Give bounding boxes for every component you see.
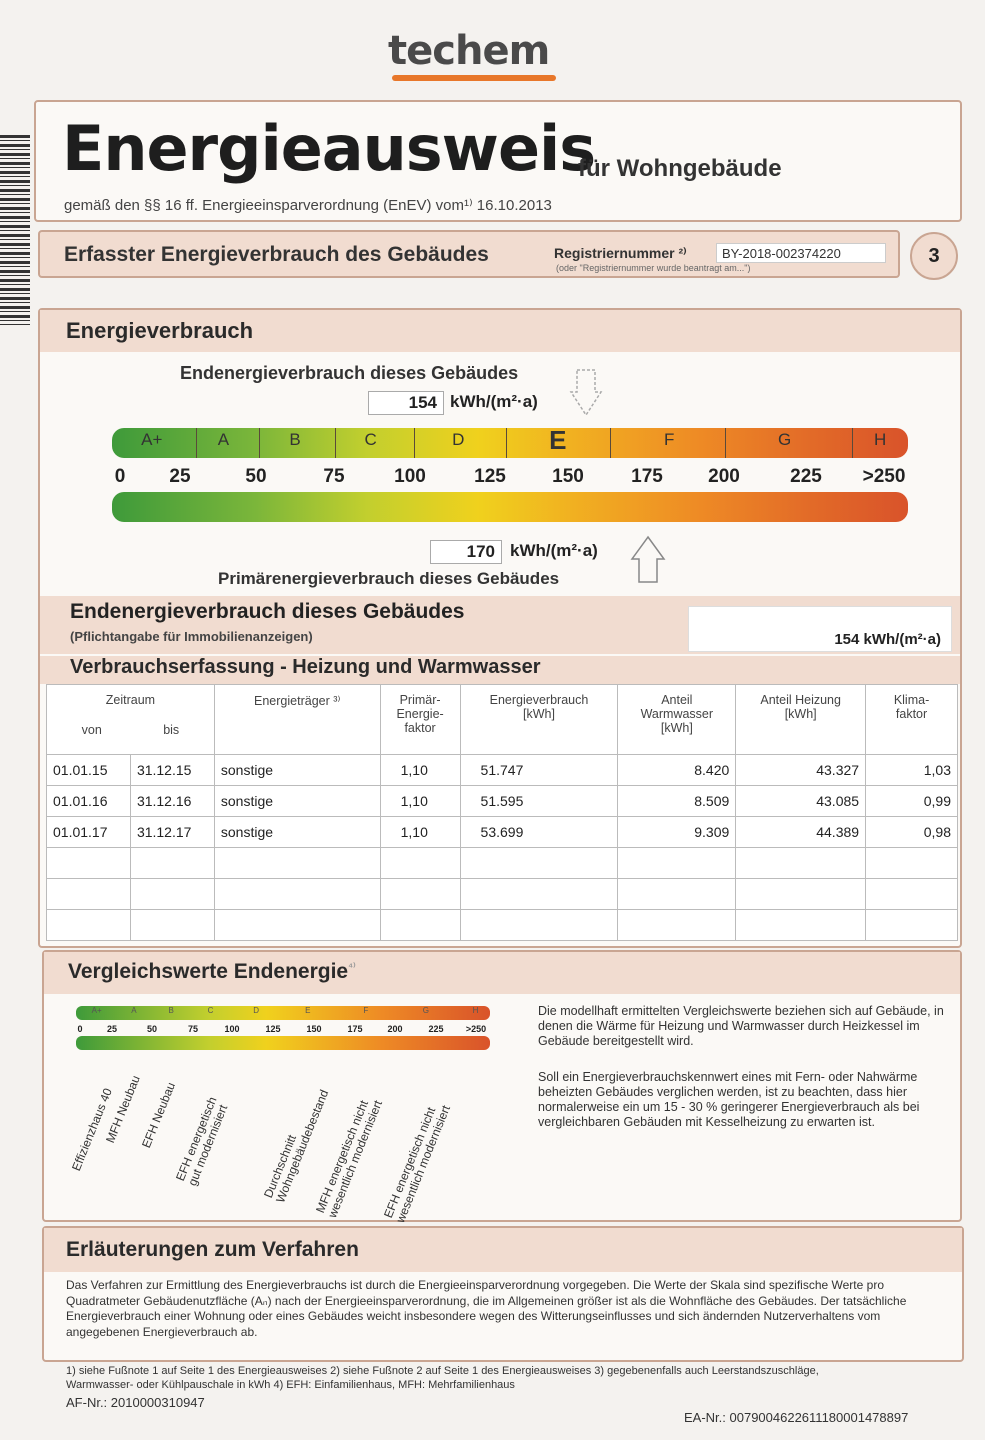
- table-cell: 43.327: [736, 755, 866, 786]
- mini-class-2: B: [168, 1006, 174, 1015]
- table-cell: [866, 848, 958, 879]
- col-factor: Primär- Energie- faktor: [380, 685, 460, 755]
- energy-scale-bottom: [112, 492, 908, 522]
- table-row: [47, 817, 958, 848]
- scale-tick-0: 0: [114, 466, 126, 487]
- col-period: [47, 685, 215, 755]
- document-title: Energieausweis: [62, 112, 596, 185]
- mini-class-0: A+: [91, 1006, 102, 1015]
- compare-label-6: EFH energetisch nicht wesentlich modernisiert: [381, 1103, 454, 1225]
- table-cell: 0,99: [866, 786, 958, 817]
- col-consumption: Energieverbrauch [kWh]: [460, 685, 618, 755]
- table-cell: 31.12.16: [130, 786, 214, 817]
- table-cell: 8.509: [618, 786, 736, 817]
- mini-tick-6: 150: [306, 1024, 322, 1034]
- table-cell: [866, 910, 958, 941]
- compare-heading: [44, 952, 960, 994]
- mini-tick-10: >250: [465, 1024, 487, 1034]
- mini-class-8: H: [472, 1006, 479, 1015]
- compare-label-3: EFH energetisch gut modernisiert: [173, 1094, 231, 1188]
- table-cell: [130, 910, 214, 941]
- table-cell: [214, 848, 380, 879]
- table-cell: [736, 848, 866, 879]
- col-climate: Klima- faktor: [866, 685, 958, 755]
- energy-class-1: A: [217, 430, 230, 449]
- register-label: Registriernummer ²⁾: [554, 245, 687, 261]
- compare-text-1: Die modellhaft ermittelten Vergleichswerte beziehen sich auf Gebäude, in denen die Wärme für Heizung und Warmwasser durch Heizkessel im Gebäude bereitgestellt wird.: [538, 1004, 944, 1048]
- scale-tick-3: 75: [323, 466, 345, 487]
- to-header: bis: [163, 723, 180, 737]
- table-cell: [736, 879, 866, 910]
- energy-class-5: E: [549, 425, 567, 455]
- table-cell: [618, 879, 736, 910]
- energy-heading: Energieverbrauch: [40, 310, 960, 352]
- table-row: [47, 786, 958, 817]
- scale-tick-4: 100: [394, 466, 426, 487]
- table-cell: [130, 879, 214, 910]
- col-warmwater: Anteil Warmwasser [kWh]: [618, 685, 736, 755]
- table-row: [47, 879, 958, 910]
- scale-divider: [259, 428, 260, 458]
- scale-tick-8: 200: [708, 466, 740, 487]
- table-cell: 51.595: [460, 786, 618, 817]
- scale-tick-2: 50: [245, 466, 267, 487]
- table-row: [47, 755, 958, 786]
- table-cell: sonstige: [214, 786, 380, 817]
- consumption-table: [46, 684, 958, 941]
- mini-tick-7: 175: [347, 1024, 363, 1034]
- mini-scale-bottom: [76, 1036, 490, 1050]
- mini-tick-3: 75: [187, 1024, 199, 1034]
- scale-tick-7: 175: [631, 466, 663, 487]
- energy-class-3: C: [364, 430, 377, 449]
- table-row: [47, 910, 958, 941]
- table-cell: [130, 848, 214, 879]
- scale-tick-10: >250: [862, 466, 906, 487]
- from-header: von: [81, 723, 102, 737]
- ea-number: EA-Nr.: 0079004622611180001478897: [684, 1410, 909, 1425]
- table-cell: 9.309: [618, 817, 736, 848]
- table-cell: 01.01.16: [47, 786, 131, 817]
- energy-class-0: A+: [141, 430, 163, 449]
- compare-text-2: Soll ein Energieverbrauchskennwert eines mit Fern- oder Nahwärme beheizten Gebäudes verglichen werden, ist zu beachten, dass hier normalerweise ein um 15 - 30 % geringerer Energieverbrauch als bei vergleichbaren Gebäuden mit Kesselheizung zu erwarten ist.: [538, 1070, 920, 1129]
- table-cell: 1,10: [380, 786, 460, 817]
- table-cell: [618, 848, 736, 879]
- table-row: [47, 848, 958, 879]
- table-cell: [736, 910, 866, 941]
- table-cell: [214, 910, 380, 941]
- compare-label-5: MFH energetisch nicht wesentlich modernisiert: [313, 1098, 386, 1220]
- table-cell: [460, 910, 618, 941]
- table-cell: [47, 848, 131, 879]
- scale-divider: [335, 428, 336, 458]
- scale-tick-5: 125: [474, 466, 506, 487]
- table-cell: [47, 910, 131, 941]
- table-cell: 51.747: [460, 755, 618, 786]
- table-cell: 8.420: [618, 755, 736, 786]
- table-cell: [380, 848, 460, 879]
- primary-energy-value: 170: [430, 540, 502, 564]
- table-cell: [214, 879, 380, 910]
- scale-tick-1: 25: [169, 466, 191, 487]
- primary-energy-label: Primärenergieverbrauch dieses Gebäudes: [218, 569, 560, 588]
- table-cell: sonstige: [214, 817, 380, 848]
- table-cell: [460, 848, 618, 879]
- mini-class-7: G: [422, 1006, 429, 1015]
- energy-class-6: F: [663, 430, 675, 449]
- table-cell: 1,10: [380, 817, 460, 848]
- energy-class-7: G: [777, 430, 792, 449]
- register-note: (oder "Registriernummer wurde beantragt am..."): [556, 263, 751, 273]
- table-cell: [380, 879, 460, 910]
- compare-label-2: EFH Neubau: [139, 1080, 179, 1150]
- table-cell: [47, 879, 131, 910]
- table-cell: 0,98: [866, 817, 958, 848]
- period-header: Zeitraum: [105, 693, 156, 707]
- mini-class-5: E: [305, 1006, 311, 1015]
- primary-energy-arrow-icon: [630, 535, 666, 585]
- law-reference: gemäß den §§ 16 ff. Energieeinsparverordnung (EnEV) vom¹⁾ 16.10.2013: [64, 197, 552, 214]
- side-barcode: [0, 135, 30, 325]
- compare-heading-text: Vergleichswerte Endenergie: [68, 960, 349, 983]
- scale-divider: [725, 428, 726, 458]
- end-energy-unit: kWh/(m²·a): [450, 392, 538, 411]
- mini-class-4: D: [253, 1006, 259, 1015]
- register-heading: Erfasster Energieverbrauch des Gebäudes: [64, 243, 489, 266]
- page-number: 3: [910, 232, 958, 280]
- table-cell: 1,10: [380, 755, 460, 786]
- table-cell: 53.699: [460, 817, 618, 848]
- document-subtitle: für Wohngebäude: [578, 155, 782, 182]
- explain-text: Das Verfahren zur Ermittlung des Energieverbrauchs ist durch die Energieeinsparverordnung vorgegeben. Die Werte der Skala sind spezifische Werte pro Quadratmeter Gebäudenutzfläche (Aₙ) nach der Energieeinsparverordnung, die im Allgemeinen größer ist als die Wohnfläche des Gebäudes. Der tatsächliche Energieverbrauch einer Wohnung oder eines Gebäudes weicht insbesondere wegen des Witterungseinflusses und sich ändernden Nutzerverhaltens vom angegebenen Energieverbrauch ab.: [66, 1278, 907, 1339]
- compare-label-1: MFH Neubau: [103, 1073, 143, 1145]
- compare-label-4: Durchschnitt Wohngebäudebestand: [261, 1087, 332, 1205]
- table-cell: [618, 910, 736, 941]
- table-cell: [460, 879, 618, 910]
- explain-heading: Erläuterungen zum Verfahren: [44, 1228, 962, 1272]
- scale-divider: [506, 428, 507, 458]
- mini-tick-0: 0: [77, 1024, 83, 1034]
- scale-tick-6: 150: [552, 466, 584, 487]
- table-cell: [380, 910, 460, 941]
- footnotes: 1) siehe Fußnote 1 auf Seite 1 des Energieausweises 2) siehe Fußnote 2 auf Seite 1 des Energieausweises 3) gegebenenfalls auch Leerstandszuschläge, Warmwasser- oder Kühlpauschale in kWh 4) EFH: Einfamilienhaus, MFH: Mehrfamilienhaus: [66, 1365, 819, 1391]
- mini-class-6: F: [363, 1006, 369, 1015]
- scale-divider: [196, 428, 197, 458]
- techem-logo: techem: [388, 28, 550, 74]
- scale-divider: [610, 428, 611, 458]
- col-carrier: Energieträger ³⁾: [214, 685, 380, 755]
- scale-divider: [852, 428, 853, 458]
- table-cell: 44.389: [736, 817, 866, 848]
- mini-tick-2: 50: [146, 1024, 158, 1034]
- summary-value: 154 kWh/(m²·a): [688, 606, 952, 652]
- mini-tick-4: 100: [224, 1024, 240, 1034]
- end-energy-value: 154: [368, 391, 444, 415]
- energy-class-4: D: [452, 430, 465, 449]
- scale-divider: [414, 428, 415, 458]
- mini-tick-9: 225: [428, 1024, 444, 1034]
- mini-class-3: C: [207, 1006, 214, 1015]
- mini-class-1: A: [131, 1006, 137, 1015]
- end-energy-label: Endenergieverbrauch dieses Gebäudes: [180, 363, 519, 383]
- mini-tick-1: 25: [106, 1024, 118, 1034]
- table-cell: [866, 879, 958, 910]
- logo-underline: [392, 75, 556, 81]
- mini-tick-8: 200: [387, 1024, 403, 1034]
- table-cell: 01.01.15: [47, 755, 131, 786]
- col-heating: Anteil Heizung [kWh]: [736, 685, 866, 755]
- compare-heading-sup: ⁴⁾: [348, 962, 356, 973]
- end-energy-arrow-icon: [569, 368, 603, 418]
- register-number: BY-2018-002374220: [716, 243, 886, 263]
- table-cell: 1,03: [866, 755, 958, 786]
- energy-class-8: H: [873, 430, 887, 449]
- primary-energy-unit: kWh/(m²·a): [510, 541, 598, 560]
- summary-note: (Pflichtangabe für Immobilienanzeigen): [70, 629, 313, 644]
- af-number: AF-Nr.: 2010000310947: [66, 1395, 205, 1410]
- energy-class-2: B: [289, 430, 301, 449]
- compare-label-0: Effizienzhaus 40: [69, 1086, 115, 1173]
- table-cell: 01.01.17: [47, 817, 131, 848]
- table-cell: sonstige: [214, 755, 380, 786]
- table-cell: 31.12.17: [130, 817, 214, 848]
- table-heading: Verbrauchserfassung - Heizung und Warmwasser: [40, 656, 960, 684]
- table-cell: 43.085: [736, 786, 866, 817]
- mini-tick-5: 125: [265, 1024, 281, 1034]
- summary-heading: Endenergieverbrauch dieses Gebäudes: [70, 600, 465, 623]
- scale-tick-9: 225: [790, 466, 822, 487]
- table-cell: 31.12.15: [130, 755, 214, 786]
